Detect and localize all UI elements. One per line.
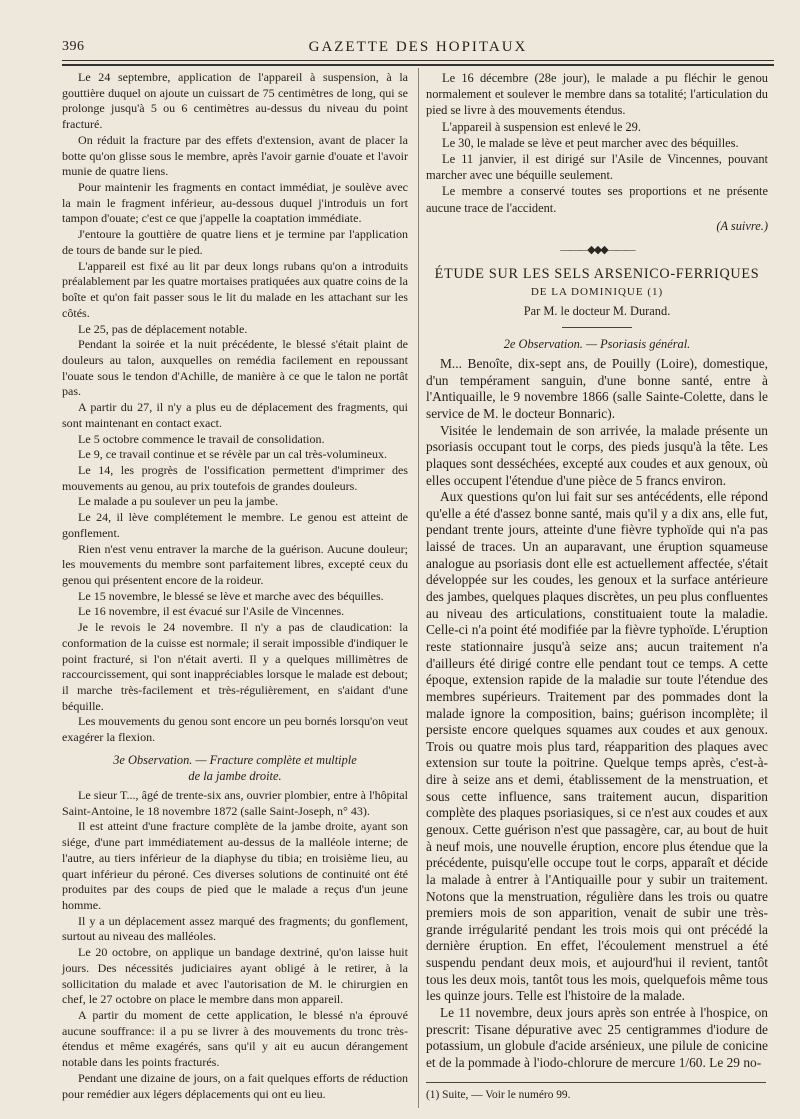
- footnote: (1) Suite, — Voir le numéro 99.: [426, 1088, 571, 1101]
- paragraph: Le 16 novembre, il est évacué sur l'Asile de Vincennes.: [78, 604, 345, 619]
- paragraph: Le 24 septembre, application de l'appareil à suspension, à la gouttière duquel on ajoute un cuissart de 75 centimètres de long, qui se prolonge jusqu'à 5 ou 6 centimètres au-dessus du niveau du point fracturé.: [62, 70, 408, 132]
- paragraph: L'appareil à suspension est enlevé le 29.: [442, 119, 641, 134]
- paragraph: A partir du moment de cette application, le blessé n'a éprouvé aucune souffrance: il a pu se livrer à des mouvements du tronc très-étendus et même exagérés, sans qu'il y ait eu aucun dérangement notable dans les points fracturés.: [62, 1007, 408, 1070]
- paragraph: L'appareil est fixé au lit par deux longs rubans qu'on a introduits préalablement par les quatre mortaises pratiquées aux quatre coins de la boîte et qu'on fait passer sous le lit du malade en les attachant sur les côtés.: [62, 258, 408, 320]
- journal-title: GAZETTE DES HOPITAUX: [308, 38, 528, 55]
- observation-2-heading: 2e Observation. — Psoriasis général.: [503, 336, 691, 351]
- paragraph: Le 16 décembre (28e jour), le malade a pu fléchir le genou normalement et soulever le membre dans sa totalité; l'articulation du pied se livre à des mouvements étendus.: [426, 71, 768, 118]
- paragraph: Les mouvements du genou sont encore un peu bornés lorsqu'on veut exagérer la flexion.: [62, 714, 408, 745]
- paragraph: Le 5 octobre commence le travail de consolidation.: [78, 431, 325, 446]
- paragraph: Le 15 novembre, le blessé se lève et marche avec des béquilles.: [78, 588, 384, 603]
- paragraph: Le 14, les progrès de l'ossification permettent d'imprimer des mouvements au genou, au prix toutefois de grandes douleurs.: [62, 462, 408, 493]
- paragraph: Pendant une dizaine de jours, on a fait quelques efforts de réduction pour remédier aux légers déplacements qui ont eu lieu.: [62, 1070, 408, 1101]
- paragraph: Le 25, pas de déplacement notable.: [78, 321, 248, 336]
- section-ornament: ———◆◆◆———: [560, 244, 634, 257]
- footnote-rule: [426, 1082, 766, 1083]
- header-rule-thick: [62, 64, 774, 66]
- paragraph: Il est atteint d'une fracture complète de la jambe droite, ayant son siége, d'une part immédiatement au-dessus de la malléole interne; de l'autre, au tiers inférieur de la diaphyse du tibia; en troisième lieu, au quart inférieur du péroné. Ces diverses solutions de continuité ont été produites par des coups de pied que le malade a reçus d'un jeune homme.: [62, 819, 408, 912]
- article-subtitle: DE LA DOMINIQUE (1): [530, 286, 664, 299]
- paragraph: Le malade a pu soulever un peu la jambe.: [78, 494, 279, 509]
- article-author: Par M. le docteur M. Durand.: [523, 303, 671, 318]
- paragraph: Le 30, le malade se lève et peut marcher avec des béquilles.: [442, 135, 739, 150]
- column-divider: [418, 68, 419, 1108]
- paragraph: Le 9, ce travail continue et se révèle par un cal très-volumineux.: [78, 447, 388, 462]
- paragraph: On réduit la fracture par des effets d'extension, avant de placer la botte qu'on glisse sous le membre, après l'avoir garnie d'ouate et l'avoir munie de quatre liens.: [62, 132, 408, 179]
- paragraph: J'entoure la gouttière de quatre liens et je termine par l'application de tours de bande sur le pied.: [62, 227, 408, 257]
- paragraph: Pour maintenir les fragments en contact immédiat, je soulève avec la main le fragment inférieur, au-dessous duquel j'introduis un fort tampon d'ouate; c'est ce que j'appelle la coaptation immédiate.: [62, 180, 408, 226]
- header-rule: [62, 60, 774, 61]
- observation-3-heading-line1: 3e Observation. — Fracture complète et multiple: [113, 752, 357, 767]
- observation-3-heading-line2: de la jambe droite.: [188, 768, 282, 783]
- article-body: [426, 356, 768, 1072]
- page-number: 396: [62, 39, 85, 54]
- paragraph: Il y a un déplacement assez marqué des fragments; du gonflement, surtout au niveau des malléoles.: [62, 913, 408, 944]
- page-header: [62, 36, 774, 58]
- paragraph: Je le revois le 24 novembre. Il n'y a pas de claudication: la conformation de la cuisse est normale; il serait impossible d'indiquer le point fracturé, si l'on n'était averti. Il y a quelques millimètres de raccourcissement, qui sont inappréciables lorsque le malade est debout; il marche très-facilement et très-régulièrement, en s'aidant d'une béquille.: [62, 620, 408, 713]
- paragraph: M... Benoîte, dix-sept ans, de Pouilly (Loire), domestique, d'un tempérament sanguin, d'une bonne santé, entre à l'Antiquaille, le 9 novembre 1866 (salle Sainte-Colette, dans le service de M. le docteur Bonnaric).: [426, 356, 768, 421]
- paragraph: Le 20 octobre, on applique un bandage dextriné, qu'on laisse huit jours. Des nécessités judiciaires ayant obligé à le retirer, à la sollicitation du malade et avec l'autorisation de M. le chirurgien en chef, le 27 octobre on place le membre dans mon appareil.: [62, 945, 408, 1007]
- observation-3-heading: [62, 752, 408, 784]
- paragraph: Pendant la soirée et la nuit précédente, le blessé s'était plaint de douleurs au talon, auxquelles on remédia facilement en repoussant l'ouate sous le tendon d'Achille, de manière à ce que le talon ne portât pas.: [62, 337, 408, 399]
- paragraph: Le sieur T..., âgé de trente-six ans, ouvrier plombier, entre à l'hôpital Saint-Antoine, le 18 novembre 1872 (salle Saint-Joseph, n° 43).: [62, 787, 408, 818]
- paragraph: Le membre a conservé toutes ses proportions et ne présente aucune trace de l'accident.: [426, 184, 768, 215]
- paragraph: Rien n'est venu entraver la marche de la guérison. Aucune douleur; les mouvements du membre sont parfaitement libres, excepté ceux du genou qui présentent encore de la roideur.: [62, 541, 408, 587]
- title-rule: [562, 327, 632, 328]
- paragraph: A partir du 27, il n'y a plus eu de déplacement des fragments, qui sont maintenant en contact exact.: [62, 400, 408, 430]
- left-column: [62, 70, 408, 1102]
- paragraph: Visitée le lendemain de son arrivée, la malade présente un psoriasis occupant tout le corps, des pieds jusqu'à la tête. Les plaques sont desséchées, excepté aux coudes et aux genoux, où elles occupent l'étendue d'une pièce de 5 francs environ.: [426, 422, 768, 488]
- continued-note: (A suivre.): [716, 218, 768, 233]
- paragraph: Le 11 novembre, deux jours après son entrée à l'hospice, on prescrit: Tisane dépurative avec 25 centigrammes d'iodure de potassium, un globule d'acide arsénieux, une pilule de conicine et de la pommade à l'iodo-chlorure de mercure 1/60. Le 29 no-: [426, 1005, 768, 1070]
- paragraph: Le 24, il lève complétement le membre. Le genou est atteint de gonflement.: [62, 510, 408, 540]
- paragraph: Le 11 janvier, il est dirigé sur l'Asile de Vincennes, pouvant marcher avec une béquille seulement.: [426, 152, 768, 183]
- paragraph: Aux questions qu'on lui fait sur ses antécédents, elle répond qu'elle a été d'assez bonne santé, mais qu'il y a dix ans, elle fut, pendant trente jours, atteinte d'une fièvre typhoïde qui n'a pas laissé de traces. Un an auparavant, une éruption squameuse analogue au psoriasis dont elle est actuellement affectée, s'était développée sur les coudes, les genoux et la surface antérieure des jambes, quelques plaques discrètes, un peu plus confluentes au niveau des articulations, constituaient toute la maladie. Celle-ci n'a point été modifiée par la fièvre typhoïde. L'éruption reste stationnaire jusqu'à seize ans; aucun traitement n'a d'ailleurs été dirigé contre elle pendant tout ce temps. A cette époque, extension rapide de la maladie sur toute l'étendue des membres supérieurs. Traitement par des pommades dont la malade ignore la composition, bains; guérison incomplète; il persiste encore quelques squames aux coudes et aux genoux. Trois ou quatre mois plus tard, réapparition des plaques avec extension sur toute la poitrine. Quelque temps après, c'est-à-dire à seize ans et demi, établissement de la menstruation, et sous cette influence, sans traitement aucun, disparition complète des plaques psoriasiques, si ce n'est aux coudes et aux genoux. Cette guérison n'est que passagère, car, au bout de huit à neuf mois, une nouvelle éruption, encore plus étendue que la précédente, puisqu'elle occupe tout le corps, apparaît et décide la malade à entrer à l'Antiquaille pour y subir un traitement. Notons que la menstruation, régulière dans les trois ou quatre premiers mois de son apparition, venait de subir une très-grande irrégularité pendant les trois mois qui ont précédé la dernière éruption. En effet, l'écoulement menstruel a été suspendu pendant deux mois, et aujourd'hui il revient, tantôt tous les deux mois, tantôt tous les mois, quelquefois même tous les quinze jours. Telle est l'histoire de la malade.: [426, 489, 768, 1004]
- article-title: ÉTUDE SUR LES SELS ARSENICO-FERRIQUES: [434, 266, 760, 283]
- right-column: [426, 70, 768, 1103]
